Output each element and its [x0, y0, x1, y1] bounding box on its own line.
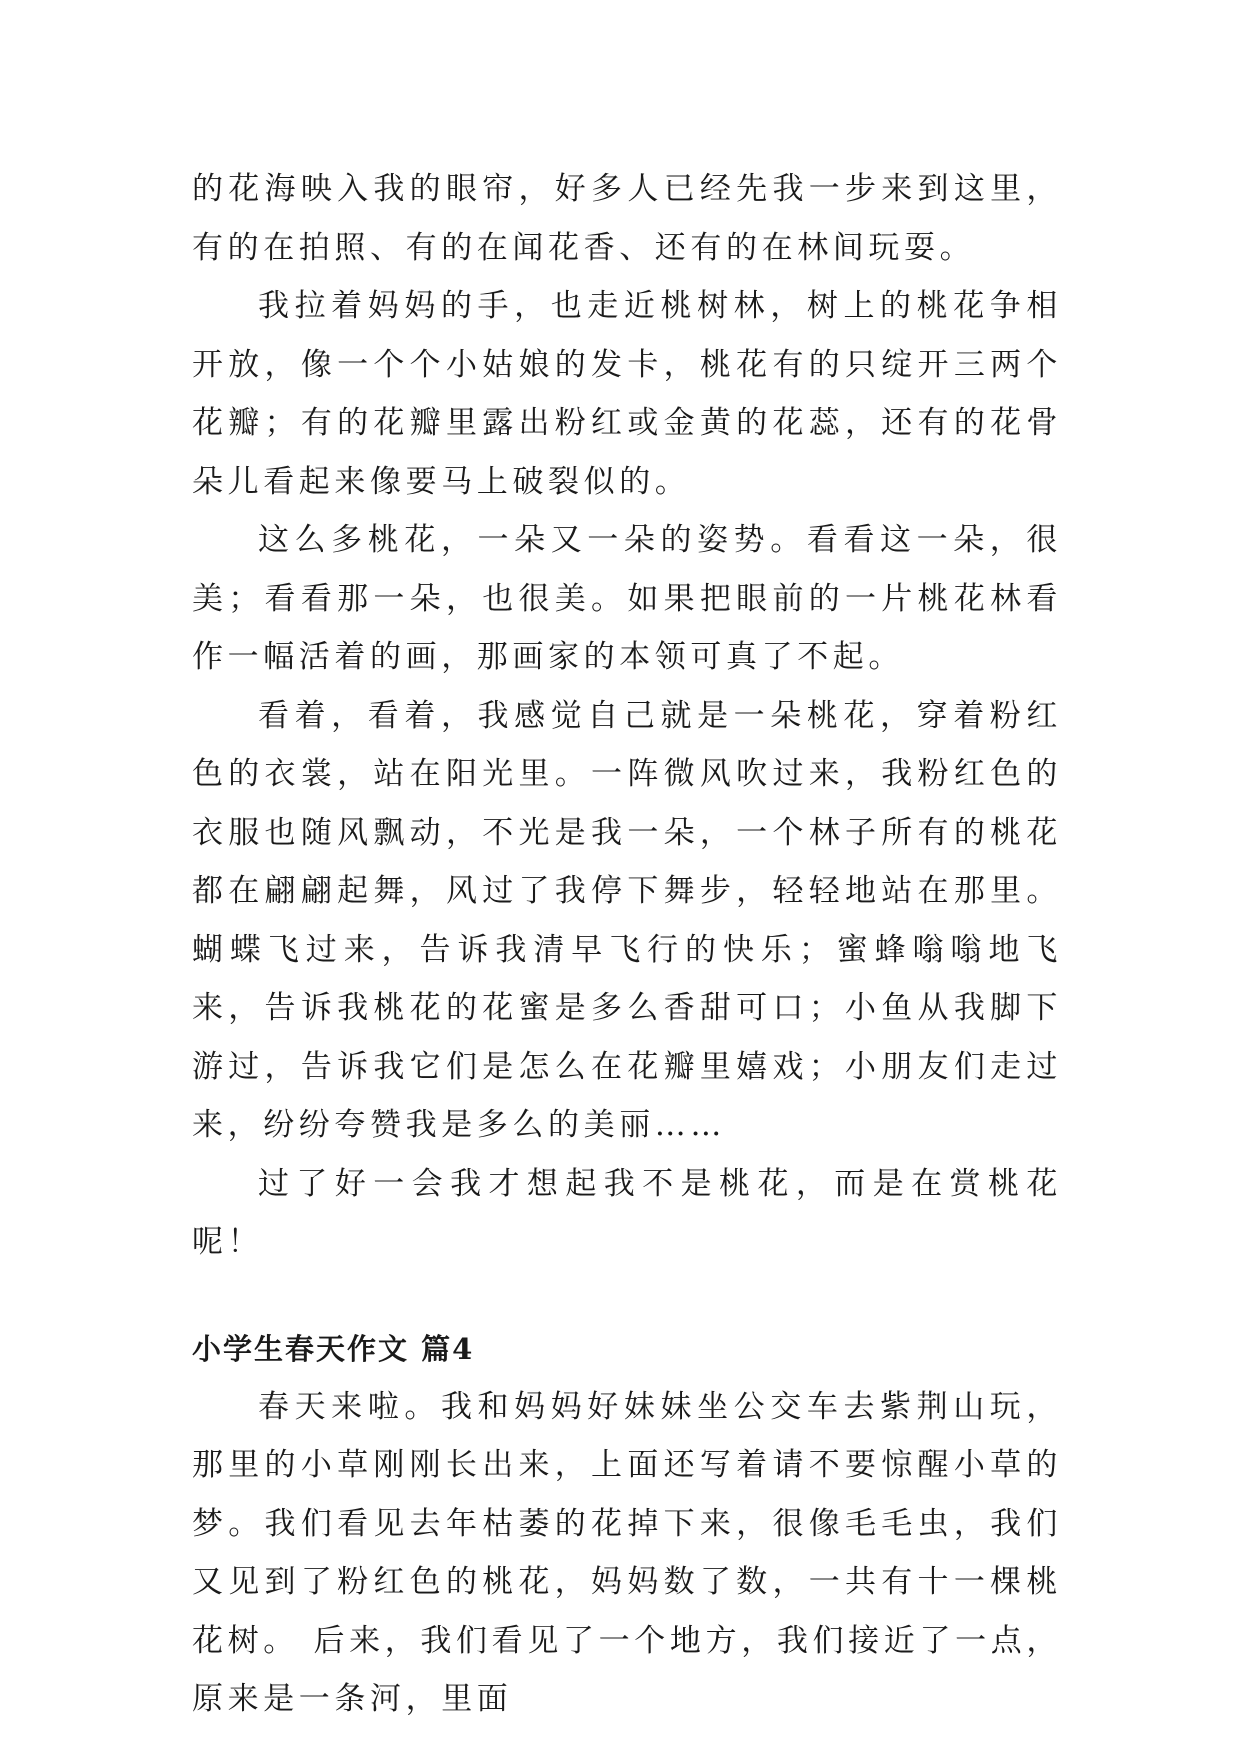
paragraph-2: 我拉着妈妈的手，也走近桃树林，树上的桃花争相开放，像一个个小姑娘的发卡，桃花有的只绽开三两个花瓣；有的花瓣里露出粉红或金黄的花蕊，还有的花骨朵儿看起来像要马上破裂似的。	[192, 288, 1062, 500]
paragraph-1: 的花海映入我的眼帘，好多人已经先我一步来到这里，有的在拍照、有的在闻花香、还有的在林间玩耍。	[192, 171, 1062, 266]
document-page	[192, 160, 1062, 1729]
paragraph-4: 看着，看着，我感觉自己就是一朵桃花，穿着粉红色的衣裳，站在阳光里。一阵微风吹过来，我粉红色的衣服也随风飘动，不光是我一朵，一个林子所有的桃花都在翩翩起舞，风过了我停下舞步，轻轻地站在那里。蝴蝶飞过来，告诉我清早飞行的快乐；蜜蜂嗡嗡地飞来，告诉我桃花的花蜜是多么香甜可口；小鱼从我脚下游过，告诉我它们是怎么在花瓣里嬉戏；小朋友们走过来，纷纷夸赞我是多么的美丽……	[192, 697, 1062, 1143]
section-heading: 小学生春天作文 篇4	[192, 1331, 475, 1366]
paragraph-6: 春天来啦。我和妈妈好妹妹坐公交车去紫荆山玩，那里的小草刚刚长出来，上面还写着请不要惊醒小草的梦。我们看见去年枯萎的花掉下来，很像毛毛虫，我们又见到了粉红色的桃花，妈妈数了数，一共有十一棵桃花树。 后来，我们看见了一个地方，我们接近了一点，原来是一条河，里面	[192, 1388, 1062, 1717]
paragraph-3: 这么多桃花，一朵又一朵的姿势。看看这一朵，很美；看看那一朵，也很美。如果把眼前的一片桃花林看作一幅活着的画，那画家的本领可真了不起。	[192, 522, 1062, 675]
paragraph-5: 过了好一会我才想起我不是桃花，而是在赏桃花呢！	[192, 1165, 1062, 1260]
